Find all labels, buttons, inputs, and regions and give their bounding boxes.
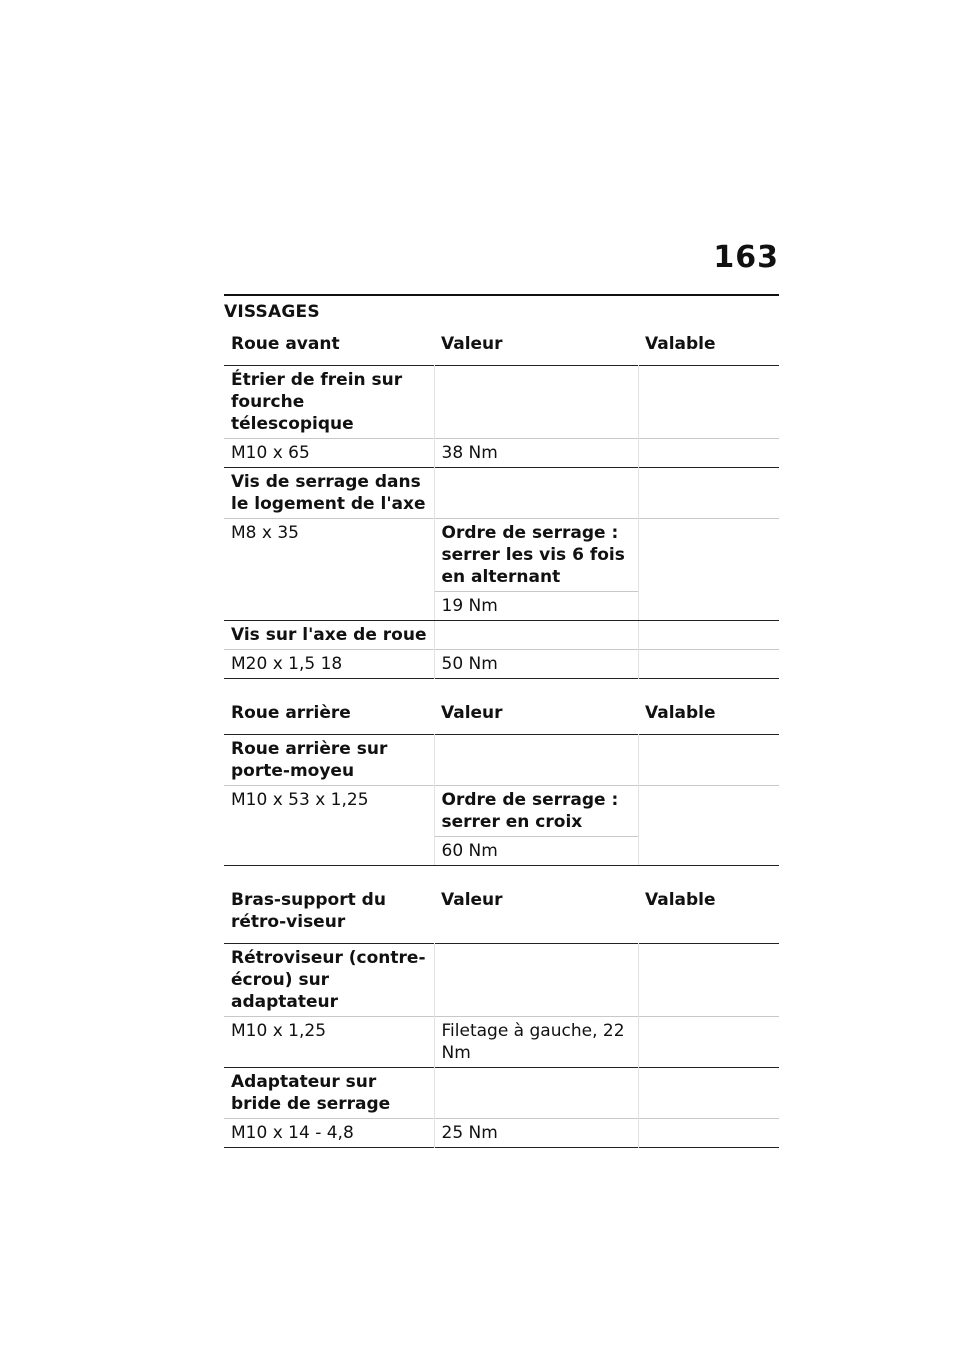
torque-value: 25 Nm: [434, 1119, 638, 1148]
valid-cell: [638, 468, 779, 519]
thread-size: M10 x 14 - 4,8: [231, 1123, 354, 1143]
table-row: [224, 944, 779, 1017]
thread-size: M10 x 1,25: [231, 1021, 327, 1041]
torque-value: 38 Nm: [434, 439, 638, 468]
column-header-valid: Valable: [645, 703, 716, 723]
valid-cell: [638, 1119, 779, 1148]
column-header-value: Valeur: [441, 703, 503, 723]
tightening-order: Ordre de serrage : serrer en croix: [434, 786, 638, 837]
table-row: [224, 786, 779, 837]
valid-cell: [638, 366, 779, 439]
section-title: VISSAGES: [224, 302, 320, 322]
component-name: Vis sur l'axe de roue: [231, 625, 427, 645]
column-header-value: Valeur: [441, 890, 503, 910]
valid-cell: [638, 786, 779, 866]
mirror-arm-table: [224, 880, 779, 1148]
torque-value: Filetage à gauche, 22 Nm: [434, 1017, 638, 1068]
table-header-row: [224, 693, 779, 735]
column-header-valid: Valable: [645, 334, 716, 354]
table-row: [224, 366, 779, 439]
value-cell: [434, 621, 638, 650]
table-row: [224, 439, 779, 468]
table-row: [224, 735, 779, 786]
thread-size: M20 x 1,5 18: [231, 654, 343, 674]
table-row: [224, 468, 779, 519]
table-row: [224, 1017, 779, 1068]
torque-specifications: [224, 294, 779, 1148]
value-cell: [434, 468, 638, 519]
valid-cell: [638, 735, 779, 786]
table-row: [224, 650, 779, 679]
page-number: 163: [713, 240, 779, 275]
column-header-component: Roue arrière: [231, 703, 351, 723]
valid-cell: [638, 944, 779, 1017]
table-row: [224, 1068, 779, 1119]
value-cell: [434, 944, 638, 1017]
valid-cell: [638, 650, 779, 679]
rear-wheel-table: [224, 693, 779, 866]
table-row: [224, 1119, 779, 1148]
column-header-component: Roue avant: [231, 334, 340, 354]
table-header-row: [224, 880, 779, 944]
valid-cell: [638, 621, 779, 650]
component-name: Adaptateur sur bride de serrage: [231, 1072, 391, 1114]
table-row: [224, 621, 779, 650]
component-name: Vis de serrage dans le logement de l'axe: [231, 472, 426, 514]
column-header-valid: Valable: [645, 890, 716, 910]
thread-size: M10 x 65: [231, 443, 310, 463]
front-wheel-table: [224, 324, 779, 679]
thread-size: M10 x 53 x 1,25: [224, 786, 434, 866]
component-name: Étrier de frein sur fourche télescopique: [231, 370, 403, 434]
value-cell: [434, 735, 638, 786]
value-cell: [434, 1068, 638, 1119]
valid-cell: [638, 519, 779, 621]
table-header-row: [224, 324, 779, 366]
component-name: Roue arrière sur porte-moyeu: [231, 739, 388, 781]
value-cell: [434, 366, 638, 439]
torque-value: 19 Nm: [434, 592, 638, 621]
tightening-order: Ordre de serrage : serrer les vis 6 fois en alternant: [434, 519, 638, 592]
torque-value: 50 Nm: [434, 650, 638, 679]
valid-cell: [638, 1068, 779, 1119]
valid-cell: [638, 439, 779, 468]
column-header-component: Bras-support du rétro-viseur: [231, 890, 386, 932]
table-row: [224, 519, 779, 592]
valid-cell: [638, 1017, 779, 1068]
component-name: Rétroviseur (contre-écrou) sur adaptateur: [231, 948, 426, 1012]
thread-size: M8 x 35: [224, 519, 434, 621]
column-header-value: Valeur: [441, 334, 503, 354]
torque-value: 60 Nm: [434, 837, 638, 866]
